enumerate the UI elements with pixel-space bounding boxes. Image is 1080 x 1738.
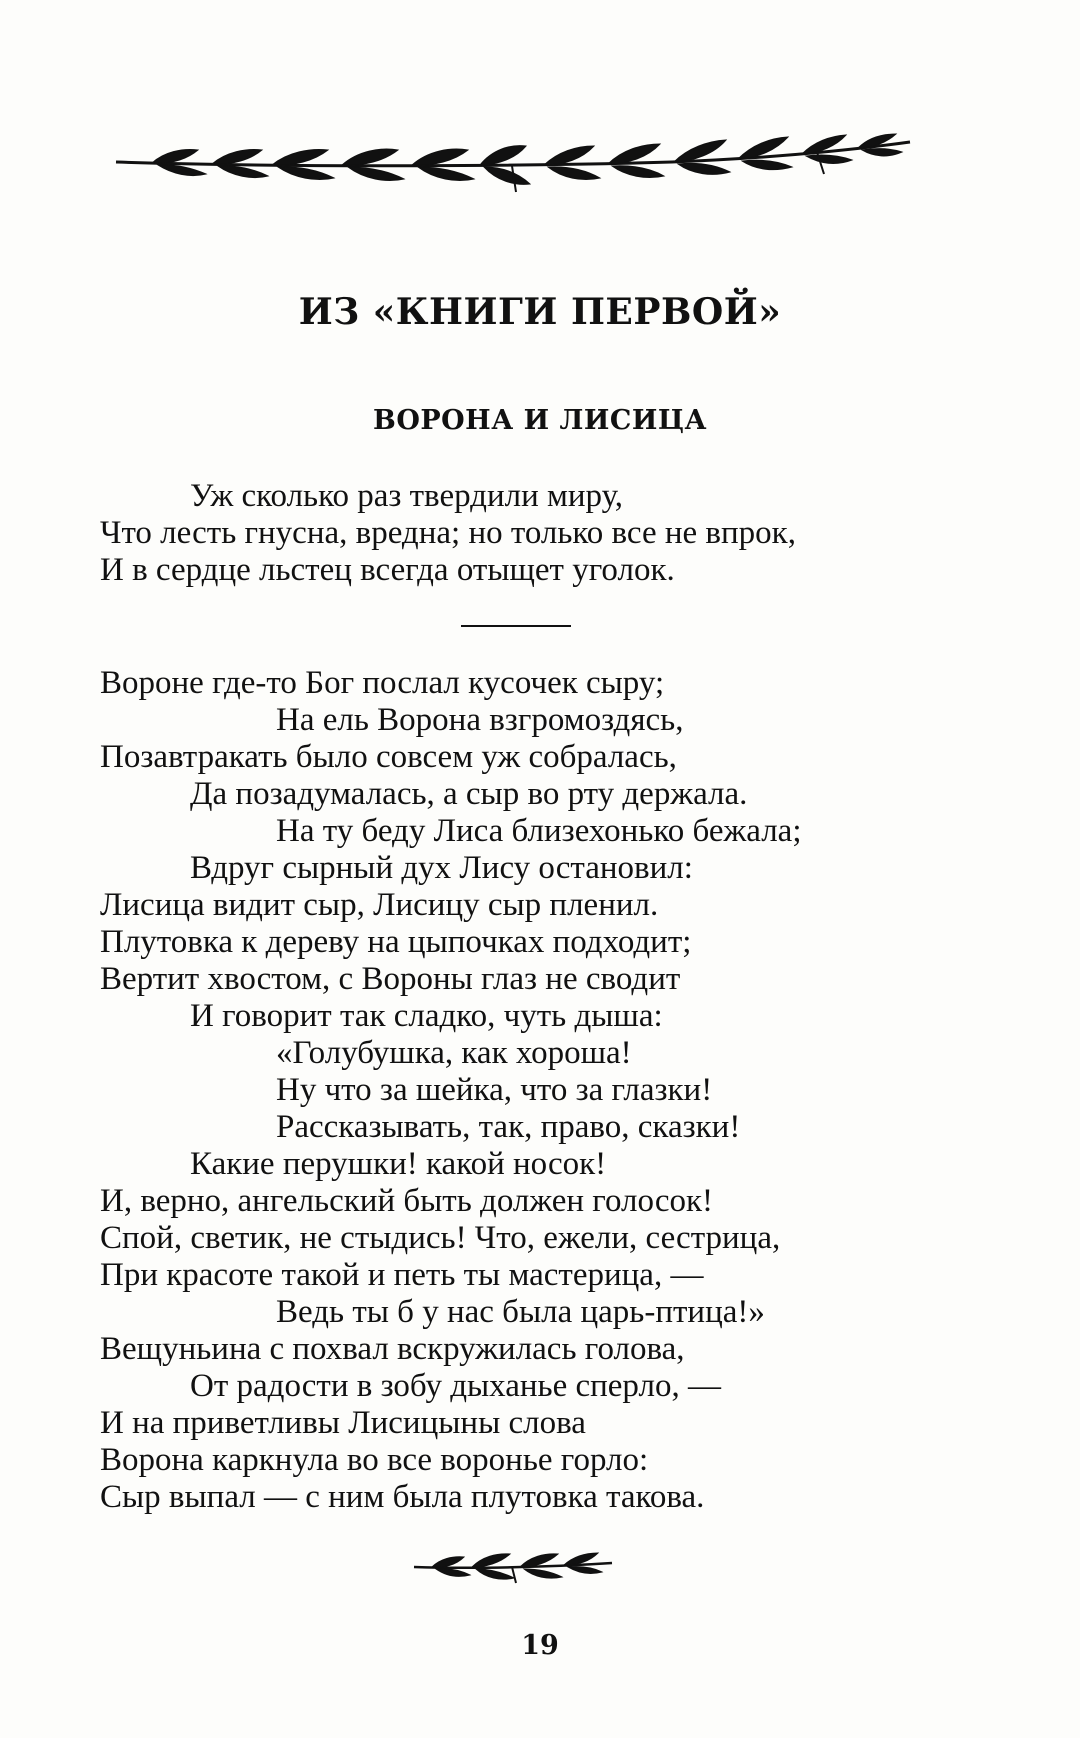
poem-line: Вороне где-то Бог послал кусочек сыру;: [100, 665, 665, 701]
poem-line: Вдруг сырный дух Лису остановил:: [190, 850, 693, 886]
small-laurel-ornament-icon: [412, 1545, 614, 1585]
poem-line: И, верно, ангельский быть должен голосок!: [100, 1183, 714, 1219]
poem-line: Рассказывать, так, право, сказки!: [276, 1109, 741, 1145]
poem-line: Какие перушки! какой носок!: [190, 1146, 607, 1182]
poem-line: «Голубушка, как хороша!: [276, 1035, 632, 1071]
poem-line: От радости в зобу дыханье сперло, —: [190, 1368, 721, 1404]
poem-line: Вертит хвостом, с Вороны глаз не сводит: [100, 961, 681, 997]
poem-line: Уж сколько раз твердили миру,: [190, 478, 624, 514]
poem-line: Вещуньина с похвал вскружилась голова,: [100, 1331, 685, 1367]
poem-line: Ворона каркнула во все воронье горло:: [100, 1442, 649, 1478]
poem-line: И говорит так сладко, чуть дыша:: [190, 998, 663, 1034]
page-number: 19: [521, 1630, 559, 1661]
poem-line: На ту беду Лиса близехонько бежала;: [276, 813, 802, 849]
poem-line: Ну что за шейка, что за глазки!: [276, 1072, 713, 1108]
moral-stanza: [100, 478, 796, 589]
fable-title: ВОРОНА И ЛИСИЦА: [373, 405, 707, 436]
poem-line: Спой, светик, не стыдись! Что, ежели, сестрица,: [100, 1220, 781, 1256]
poem-line: Да позадумалась, а сыр во рту держала.: [190, 776, 748, 812]
poem-line: На ель Ворона взгромоздясь,: [276, 702, 684, 738]
poem-line: Позавтракать было совсем уж собралась,: [100, 739, 677, 775]
story-stanza: [100, 665, 802, 1516]
poem-line: Сыр выпал — с ним была плутовка такова.: [100, 1479, 705, 1515]
poem-line: Ведь ты б у нас была царь-птица!»: [276, 1294, 765, 1330]
laurel-branch-ornament-icon: [112, 132, 914, 202]
section-divider: [461, 625, 571, 627]
poem-line: Лисица видит сыр, Лисицу сыр пленил.: [100, 887, 659, 923]
book-title: ИЗ «КНИГИ ПЕРВОЙ»: [298, 291, 782, 333]
poem-line: Плутовка к дереву на цыпочках подходит;: [100, 924, 692, 960]
poem-line: При красоте такой и петь ты мастерица, —: [100, 1257, 704, 1293]
poem-line: Что лесть гнусна, вредна; но только все не впрок,: [100, 515, 796, 551]
poem-line: И на приветливы Лисицыны слова: [100, 1405, 586, 1441]
poem-line: И в сердце льстец всегда отыщет уголок.: [100, 552, 675, 588]
